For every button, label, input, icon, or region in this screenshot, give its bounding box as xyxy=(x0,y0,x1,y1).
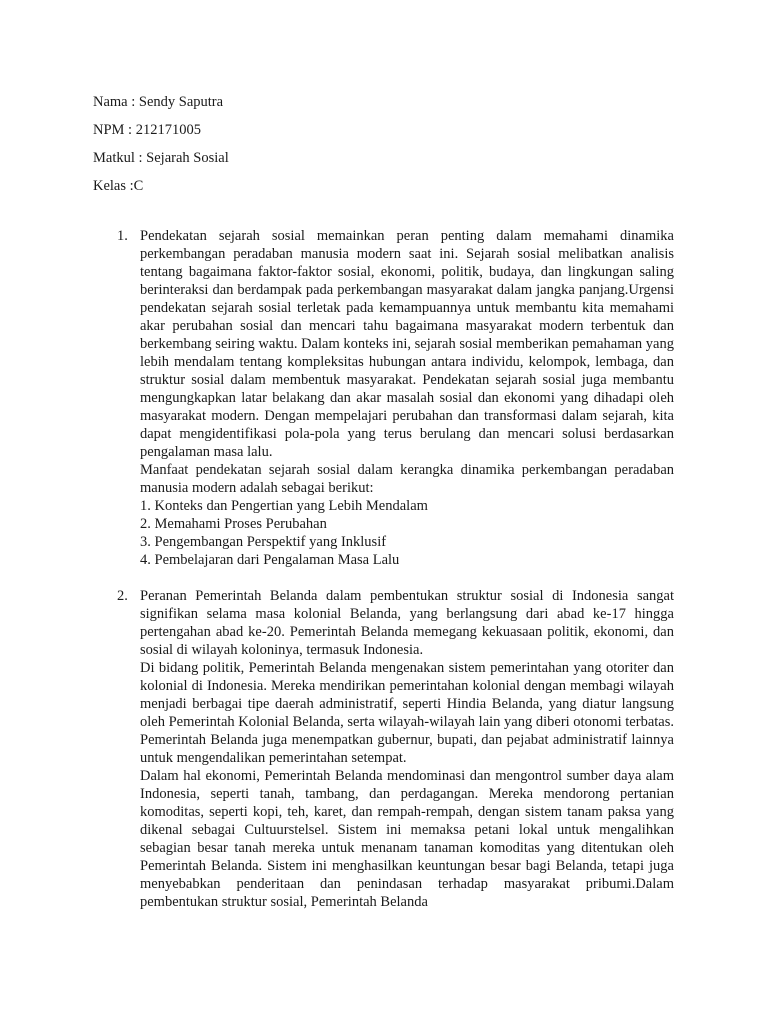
answer-item-2 xyxy=(0,587,674,911)
answer-2-paragraph-2: Di bidang politik, Pemerintah Belanda mengenakan sistem pemerintahan yang otoriter dan kolonial di Indonesia. Mereka mendirikan pemerintahan kolonial dengan membagi wilayah menjadi berbagai tipe daerah administratif, seperti Hindia Belanda, yang diatur langsung oleh Pemerintah Kolonial Belanda, serta wilayah-wilayah lain yang diberi otonomi terbatas. Pemerintah Belanda juga menempatkan gubernur, bupati, dan pejabat administratif lainnya untuk mengendalikan pemerintahan setempat. xyxy=(140,660,674,766)
benefit-list xyxy=(140,497,674,569)
student-npm: NPM : 212171005 xyxy=(93,122,201,138)
benefit-item: 4. Pembelajaran dari Pengalaman Masa Lalu xyxy=(140,552,400,568)
answer-number: 1. xyxy=(117,228,128,244)
answer-number: 2. xyxy=(117,588,128,604)
answer-item-1 xyxy=(0,227,674,569)
student-header xyxy=(93,88,229,200)
answer-2-paragraph-3: Dalam hal ekonomi, Pemerintah Belanda mendominasi dan mengontrol sumber daya alam Indonesia, seperti tanah, tambang, dan perdagangan. Mereka mendorong pertanian komoditas, seperti kopi, teh, karet, dan rempah-rempah, dengan sistem tanam paksa yang dikenal sebagai Cultuurstelsel. Sistem ini memaksa petani lokal untuk mengalihkan sebagian besar tanah mereka untuk menanam tanaman komoditas yang ditentukan oleh Pemerintah Belanda. Sistem ini menghasilkan keuntungan besar bagi Belanda, tetapi juga menyebabkan penderitaan dan penindasan terhadap masyarakat pribumi.Dalam pembentukan struktur sosial, Pemerintah Belanda xyxy=(140,768,674,910)
answer-list xyxy=(0,227,768,911)
benefit-item: 3. Pengembangan Perspektif yang Inklusif xyxy=(140,534,387,550)
course-name: Matkul : Sejarah Sosial xyxy=(93,150,229,166)
benefit-item: 2. Memahami Proses Perubahan xyxy=(140,516,327,532)
benefit-item: 1. Konteks dan Pengertian yang Lebih Mendalam xyxy=(140,498,428,514)
answer-2-paragraph-1: Peranan Pemerintah Belanda dalam pembentukan struktur sosial di Indonesia sangat signifikan selama masa kolonial Belanda, yang berlangsung dari abad ke-17 hingga pertengahan abad ke-20. Pemerintah Belanda memegang kekuasaan politik, ekonomi, dan sosial di wilayah koloninya, termasuk Indonesia. xyxy=(140,588,674,658)
student-name: Nama : Sendy Saputra xyxy=(93,94,224,110)
answer-1-paragraph-1: Pendekatan sejarah sosial memainkan peran penting dalam memahami dinamika perkembangan peradaban manusia modern saat ini. Sejarah sosial melibatkan analisis tentang bagaimana faktor-faktor sosial, ekonomi, politik, budaya, dan lingkungan saling berinteraksi dan berdampak pada perkembangan masyarakat dalam jangka panjang.Urgensi pendekatan sejarah sosial terletak pada kemampuannya untuk membantu kita memahami akar perubahan sosial dan mencari tahu bagaimana masyarakat modern terbentuk dan berkembang seiring waktu. Dalam konteks ini, sejarah sosial memberikan pemahaman yang lebih mendalam tentang kompleksitas hubungan antara individu, kelompok, lembaga, dan struktur sosial dalam membentuk masyarakat. Pendekatan sejarah sosial juga membantu mengungkapkan latar belakang dan akar masalah sosial dan ekonomi yang dihadapi oleh masyarakat modern. Dengan mempelajari perubahan dan transformasi dalam sejarah, kita dapat mengidentifikasi pola-pola yang terus berulang dan mencari solusi berdasarkan pengalaman masa lalu. xyxy=(140,228,674,460)
class-name: Kelas :C xyxy=(93,178,144,194)
answer-1-paragraph-2: Manfaat pendekatan sejarah sosial dalam kerangka dinamika perkembangan peradaban manusia modern adalah sebagai berikut: xyxy=(140,462,674,496)
